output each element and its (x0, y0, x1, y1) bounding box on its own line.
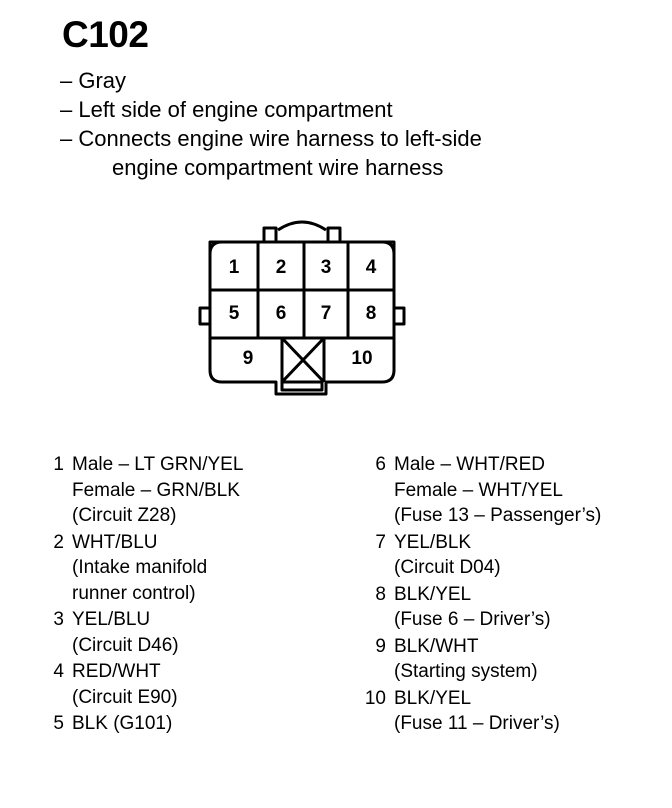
pinout-number: 5 (53, 713, 64, 734)
pinout-number: 8 (375, 583, 386, 605)
pinout-number: 6 (375, 454, 386, 475)
pinout-line: (Circuit D04) (394, 557, 501, 578)
pinout-line: (Circuit Z28) (72, 505, 177, 526)
pinout-4 (36, 659, 243, 710)
pinout-line: Male – WHT/RED (394, 454, 545, 475)
pinout-3 (36, 607, 243, 658)
latch-left-tab (264, 228, 276, 242)
pinout-line: (Circuit D46) (72, 634, 179, 656)
note-connects: – Connects engine wire harness to left-side (60, 126, 482, 151)
pin-2-label: 2 (275, 257, 287, 278)
latch-right-tab (328, 228, 340, 242)
pin-9-label: 9 (242, 348, 254, 369)
pinout-line: (Fuse 11 – Driver’s) (394, 713, 560, 734)
bottom-key (282, 382, 322, 390)
pinout-line: BLK/YEL (394, 583, 472, 605)
note-connects-cont: engine compartment wire harness (112, 155, 444, 180)
latch-arc (278, 222, 326, 230)
pinout-line: (Circuit E90) (72, 686, 178, 708)
pinout-6 (358, 452, 601, 529)
pinout-number: 2 (53, 531, 64, 553)
connector-notes (60, 66, 482, 182)
pin-10-label: 10 (351, 348, 373, 369)
pin-1-label: 1 (228, 257, 240, 278)
connector-title: C102 (62, 14, 149, 55)
pinout-line: YEL/BLU (72, 609, 151, 630)
pin-8-label: 8 (365, 303, 377, 324)
pin-5-label: 5 (228, 303, 240, 324)
pinout-line: (Intake manifold (72, 557, 208, 578)
pinout-line: Female – GRN/BLK (72, 479, 240, 501)
pinout-7 (358, 530, 601, 581)
pinout-line: runner control) (72, 582, 196, 604)
pinout-line: (Fuse 6 – Driver’s) (394, 609, 551, 630)
pinout-line: (Starting system) (394, 661, 538, 682)
pinout-line: Female – WHT/YEL (394, 479, 563, 501)
note-color: – Gray (60, 68, 127, 93)
pin-6-label: 6 (275, 303, 287, 324)
pinout-line: YEL/BLK (394, 531, 472, 553)
pinout-number: 9 (375, 635, 386, 657)
note-location: – Left side of engine compartment (60, 97, 393, 122)
pinout-line: (Fuse 13 – Passenger’s) (394, 505, 602, 526)
pinout-line: BLK/WHT (394, 635, 479, 657)
pinout-number: 10 (364, 687, 386, 709)
pinout-8 (358, 582, 601, 633)
pinout-line: Male – LT GRN/YEL (72, 454, 244, 475)
pinout-number: 1 (53, 454, 64, 475)
pinout-line: RED/WHT (72, 661, 161, 682)
pin-4-label: 4 (365, 257, 377, 278)
pinout-line: BLK/YEL (394, 687, 472, 709)
pinout-number: 3 (53, 609, 64, 630)
pinout-5 (36, 711, 243, 737)
pin-7-label: 7 (320, 303, 332, 324)
pinout-10 (358, 686, 601, 737)
pinout-line: WHT/BLU (72, 531, 158, 553)
pinout-list-left (36, 452, 243, 738)
pinout-list-right (358, 452, 601, 738)
pinout-number: 4 (53, 661, 64, 682)
pinout-line: BLK (G101) (72, 713, 173, 734)
pinout-1 (36, 452, 243, 529)
pinout-2 (36, 530, 243, 607)
pin-3-label: 3 (320, 257, 332, 278)
connector-diagram (190, 220, 415, 410)
pinout-number: 7 (375, 531, 386, 553)
pinout-9 (358, 634, 601, 685)
